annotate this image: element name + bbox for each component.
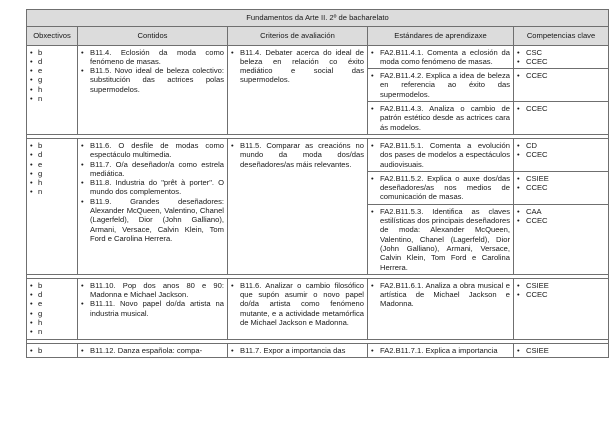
standard-item: • FA2.B11.4.3. Analiza o cambio de patrón estético desde as actrices cara ás modelos.	[371, 104, 510, 132]
objective-item: • h	[30, 318, 74, 327]
content-item: • B11.5. Novo ideal de beleza colectivo: substitución das actrices polas supermodelos.	[81, 66, 224, 94]
contents-cell	[78, 278, 228, 339]
standard-item: • FA2.B11.5.3. Identifica as claves estilísticas dos principais deseñadores de moda: Alexander McQueen, Valentino, Chanel (Lagerfeld), Dior (John Galliano), Armani, Versace, Calvin Klein, Tom Ford e Carolina Herrera.	[371, 207, 510, 272]
competences-cell	[514, 343, 609, 357]
content-item-list	[81, 48, 224, 94]
objective-item: • e	[30, 299, 74, 308]
content-item: • B11.11. Novo papel do/da artista na industria musical.	[81, 299, 224, 318]
criterion-item: • B11.7. Expor a importancia das	[231, 346, 364, 355]
competences-cell	[514, 171, 609, 204]
competence-item: • CSIEE	[517, 346, 605, 355]
contents-cell	[78, 138, 228, 274]
standard-list	[371, 207, 510, 272]
competence-item: • CAA	[517, 207, 605, 216]
table-row	[27, 343, 609, 357]
contents-cell	[78, 45, 228, 134]
content-item: • B11.7. O/a deseñador/a como estrela mediática.	[81, 160, 224, 179]
objectives-cell	[27, 343, 78, 357]
competences-cell	[514, 278, 609, 339]
competences-cell	[514, 102, 609, 135]
competence-item-list	[517, 141, 605, 160]
competence-item: • CCEC	[517, 71, 605, 80]
competences-cell	[514, 204, 609, 274]
objective-item: • b	[30, 48, 74, 57]
objective-item: • h	[30, 178, 74, 187]
content-item: • B11.4. Eclosión da moda como fenómeno de masas.	[81, 48, 224, 67]
standard-cell	[368, 138, 514, 171]
content-item: • B11.8. Industria do "prêt à porter". O mundo dos complementos.	[81, 178, 224, 197]
content-item: • B11.9. Grandes deseñadores: Alexander McQueen, Valentino, Chanel (Lagerfeld), Dior (John Galliano), Armani, Versace, Calvin Klein, Tom Ford e Carolina Herrera.	[81, 197, 224, 243]
standard-cell	[368, 343, 514, 357]
content-item-list	[81, 141, 224, 243]
competence-item: • CCEC	[517, 104, 605, 113]
competence-item-list	[517, 48, 605, 67]
standard-item: • FA2.B11.5.1. Comenta a evolución dos pases de modelos a espectáculos audiovisuais.	[371, 141, 510, 169]
standard-list	[371, 281, 510, 309]
table-row	[27, 278, 609, 339]
curriculum-table	[26, 9, 609, 358]
content-item: • B11.10. Pop dos anos 80 e 90: Madonna e Michael Jackson.	[81, 281, 224, 300]
header-criteria: Criterios de avaliación	[228, 27, 368, 45]
objective-item: • b	[30, 346, 74, 355]
header-objectives: Obxectivos	[27, 27, 78, 45]
content-item: • B11.6. O desfile de modas como espectáculo multimedia.	[81, 141, 224, 160]
competences-cell	[514, 69, 609, 102]
objective-item: • n	[30, 94, 74, 103]
standard-list	[371, 48, 510, 67]
competence-item-list	[517, 174, 605, 193]
table-row	[27, 138, 609, 171]
objective-item: • g	[30, 169, 74, 178]
competence-item: • CSIEE	[517, 174, 605, 183]
competences-cell	[514, 138, 609, 171]
criterion-item-list	[231, 281, 364, 327]
objective-item-list	[30, 346, 74, 355]
standard-list	[371, 346, 510, 355]
table-body	[27, 45, 609, 357]
objective-item: • h	[30, 85, 74, 94]
competences-cell	[514, 45, 609, 69]
competence-item: • CCEC	[517, 290, 605, 299]
objective-item: • d	[30, 290, 74, 299]
criterion-item-list	[231, 48, 364, 85]
content-item-list	[81, 346, 224, 355]
objectives-cell	[27, 45, 78, 134]
standard-list	[371, 174, 510, 202]
standard-cell	[368, 278, 514, 339]
competence-item-list	[517, 71, 605, 80]
standard-item: • FA2.B11.4.1. Comenta a eclosión da moda como fenómeno de masas.	[371, 48, 510, 67]
competence-item: • CCEC	[517, 150, 605, 159]
competence-item: • CD	[517, 141, 605, 150]
header-contents: Contidos	[78, 27, 228, 45]
criterion-item-list	[231, 141, 364, 169]
standard-cell	[368, 204, 514, 274]
content-item-list	[81, 281, 224, 318]
objective-item: • n	[30, 327, 74, 336]
standard-item: • FA2.B11.6.1. Analiza a obra musical e artística de Michael Jackson e Madonna.	[371, 281, 510, 309]
standard-item: • FA2.B11.7.1. Explica a importancia	[371, 346, 510, 355]
competence-item: • CCEC	[517, 216, 605, 225]
competence-item-list	[517, 207, 605, 226]
competence-item: • CSIEE	[517, 281, 605, 290]
header-competences: Competencias clave	[514, 27, 609, 45]
objective-item: • g	[30, 309, 74, 318]
criteria-cell	[228, 343, 368, 357]
content-item: • B11.12. Danza española: compa-	[81, 346, 224, 355]
objective-item-list	[30, 48, 74, 104]
table-row	[27, 45, 609, 69]
criteria-cell	[228, 138, 368, 274]
standard-item: • FA2.B11.5.2. Explica o auxe dos/das deseñadores/as nos medios de comunicación de masas.	[371, 174, 510, 202]
competence-item-list	[517, 346, 605, 355]
objective-item-list	[30, 141, 74, 197]
criteria-cell	[228, 278, 368, 339]
table-title: Fundamentos da Arte II. 2º de bacharelato	[27, 10, 609, 27]
objectives-cell	[27, 278, 78, 339]
objective-item: • d	[30, 57, 74, 66]
competence-item: • CCEC	[517, 183, 605, 192]
competence-item-list	[517, 281, 605, 300]
standard-list	[371, 141, 510, 169]
objective-item: • e	[30, 160, 74, 169]
standard-cell	[368, 171, 514, 204]
standard-cell	[368, 102, 514, 135]
objective-item: • e	[30, 66, 74, 75]
criterion-item-list	[231, 346, 364, 355]
objective-item: • n	[30, 187, 74, 196]
objective-item-list	[30, 281, 74, 337]
standard-item: • FA2.B11.4.2. Explica a idea de beleza en referencia ao éxito das supermodelos.	[371, 71, 510, 99]
standard-list	[371, 104, 510, 132]
objectives-cell	[27, 138, 78, 274]
standard-list	[371, 71, 510, 99]
competence-item: • CSC	[517, 48, 605, 57]
criterion-item: • B11.4. Debater acerca do ideal de beleza en relación co éxito mediático e social das supermodelos.	[231, 48, 364, 85]
contents-cell	[78, 343, 228, 357]
objective-item: • b	[30, 281, 74, 290]
header-standards: Estándares de aprendizaxe	[368, 27, 514, 45]
competence-item-list	[517, 104, 605, 113]
criteria-cell	[228, 45, 368, 134]
objective-item: • d	[30, 150, 74, 159]
objective-item: • g	[30, 75, 74, 84]
competence-item: • CCEC	[517, 57, 605, 66]
objective-item: • b	[30, 141, 74, 150]
criterion-item: • B11.6. Analizar o cambio filosófico que supón asumir o novo papel do/da artista como fenómeno mutante, e a actividade metamórfica de Michael Jackson e Madonna.	[231, 281, 364, 327]
standard-cell	[368, 69, 514, 102]
criterion-item: • B11.5. Comparar as creacións no mundo da moda dos/das deseñadores/as máis relevantes.	[231, 141, 364, 169]
standard-cell	[368, 45, 514, 69]
